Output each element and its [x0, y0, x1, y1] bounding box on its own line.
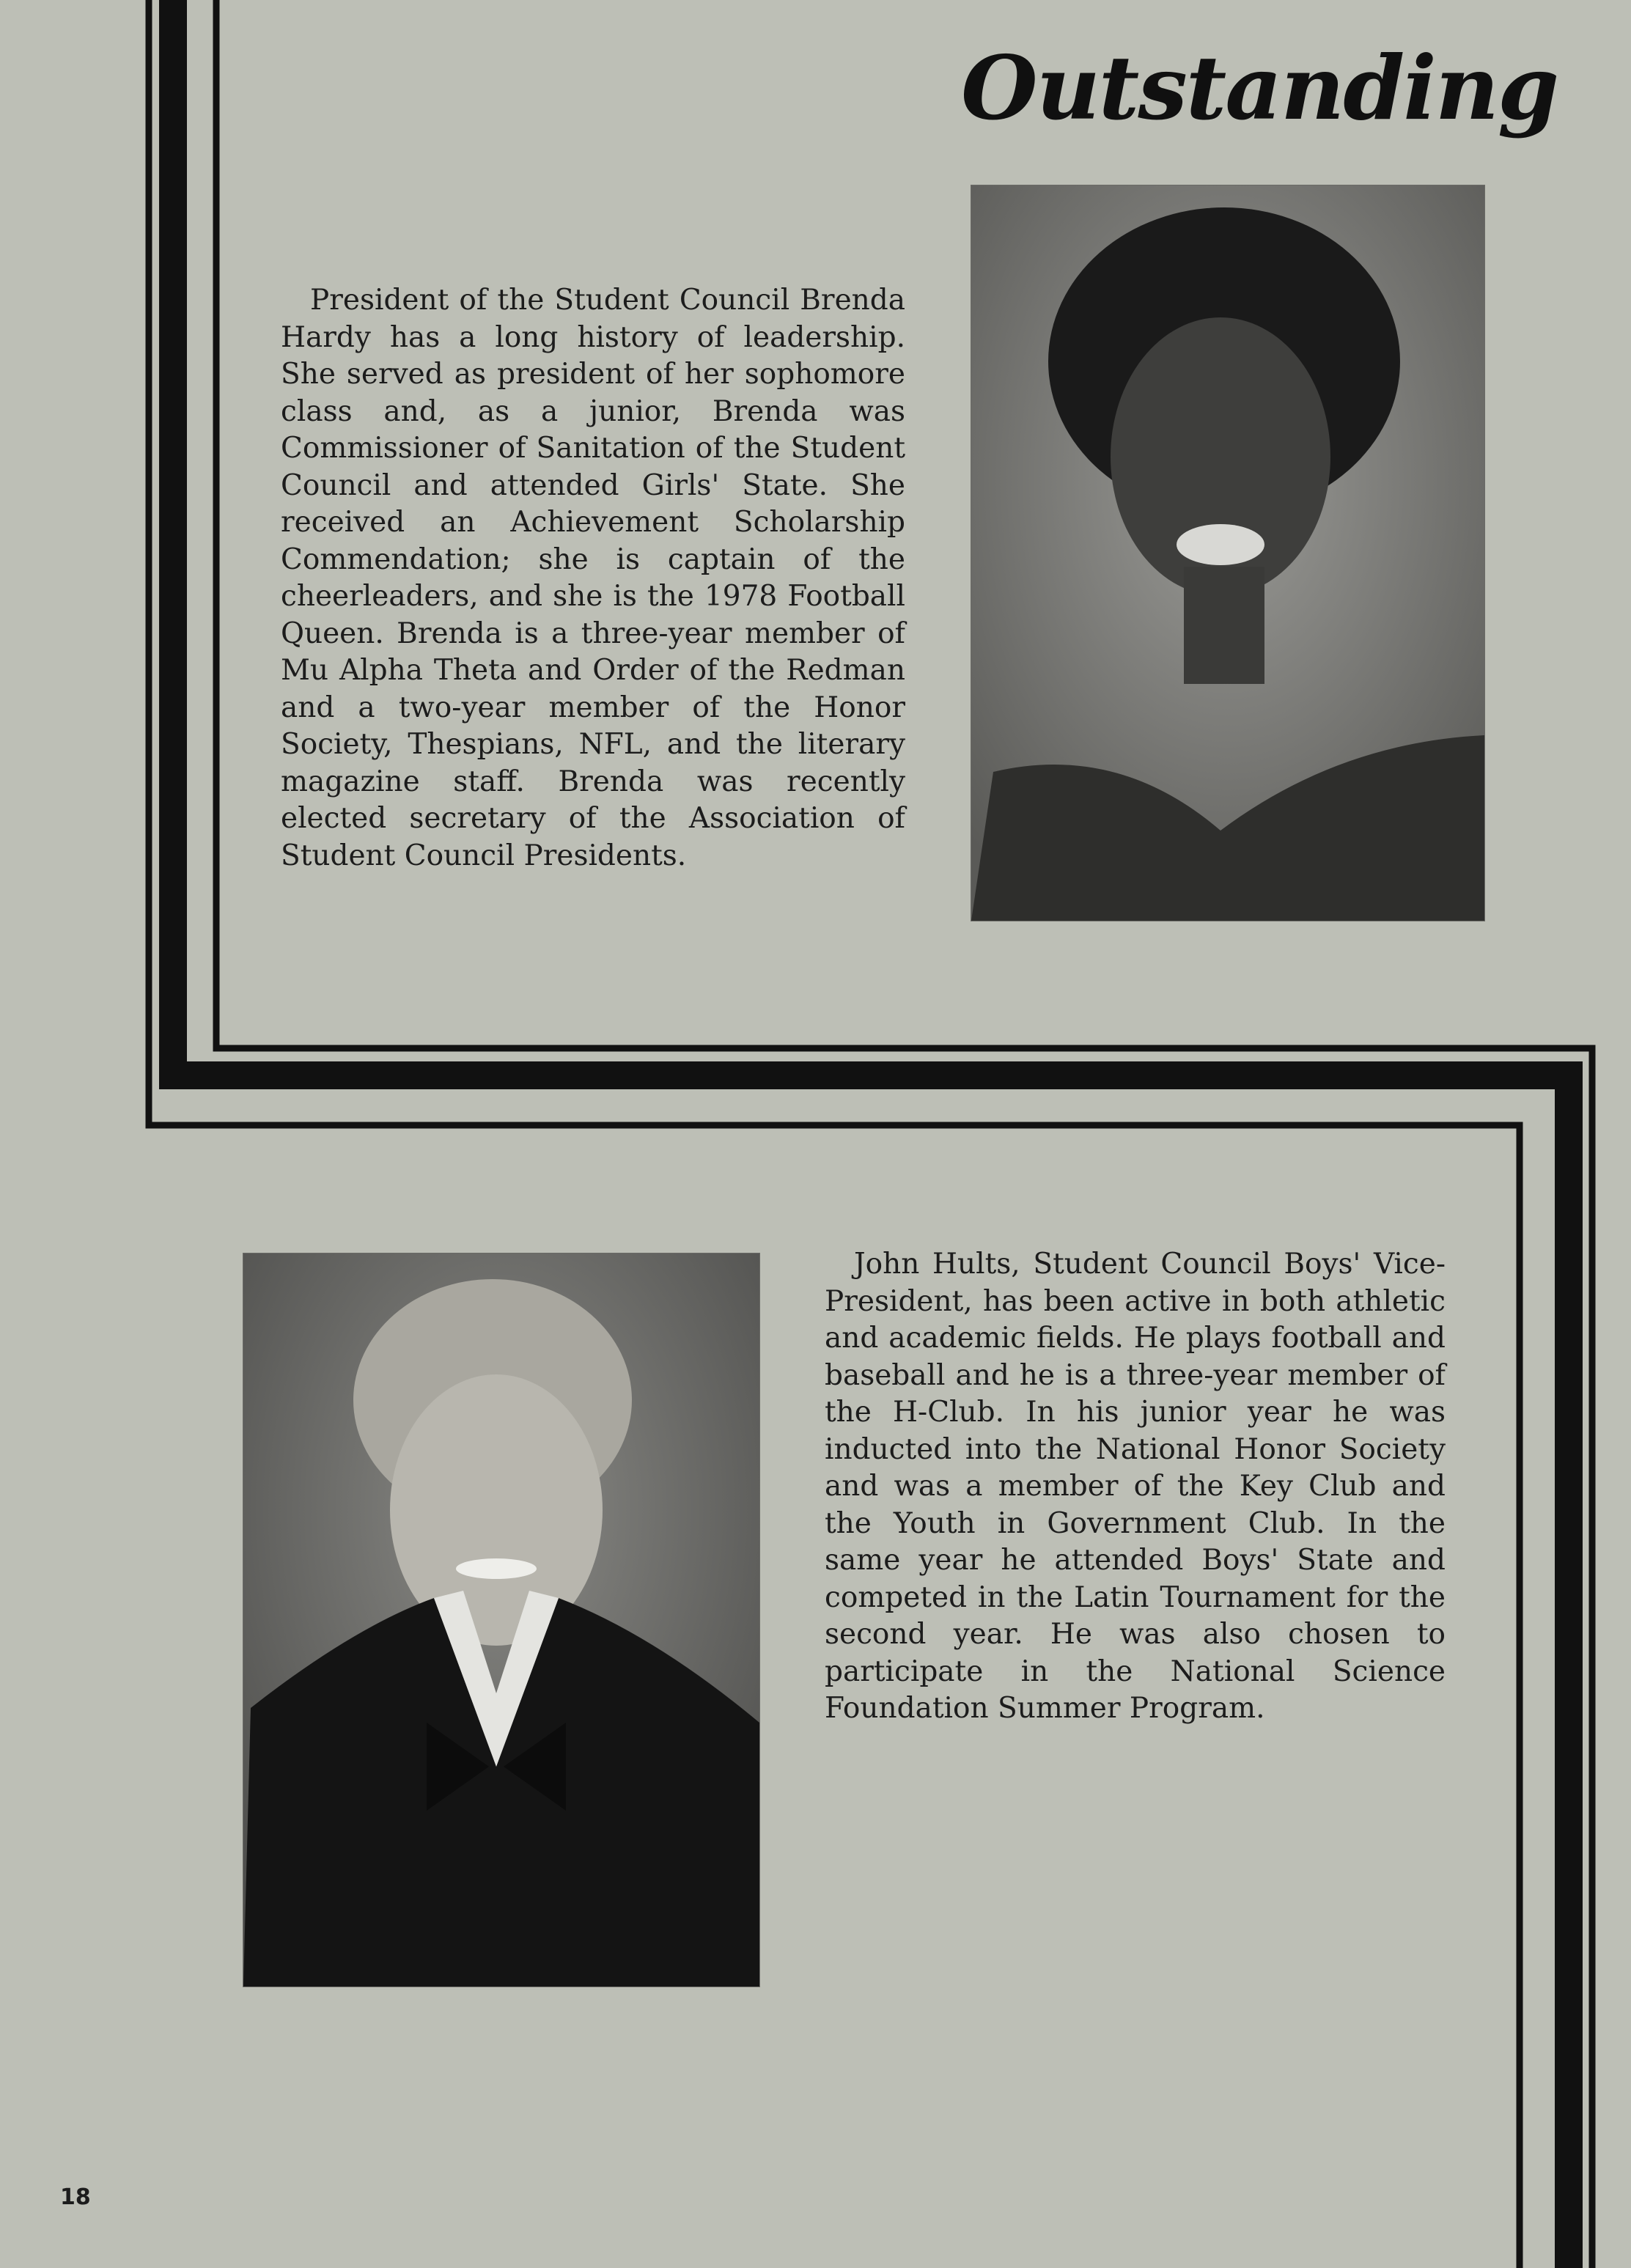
portrait-photo-brenda: [971, 185, 1484, 921]
portrait-photo-john: [243, 1253, 759, 1987]
page-number: 18: [60, 2184, 91, 2210]
page-heading: Outstanding: [961, 37, 1558, 140]
bio-text-brenda: President of the Student Council Brenda Hardy has a long history of leadership. She served as president of her sophomore class and, as a junior, Brenda was Commissioner of Sanitation of the Student Council and attended Girls' State. She received an Achievement Scholarship Commendation; she is captain of the cheerleaders, and she is the 1978 Football Queen. Brenda is a three-year member of Mu Alpha Theta and Order of the Redman and a two-year member of the Honor Society, Thespians, NFL, and the literary magazine staff. Brenda was recently elected secretary of the Association of Student Council Presidents.: [281, 284, 905, 872]
bio-text-john: John Hults, Student Council Boys' Vice-President, has been active in both athletic and academic fields. He plays football and baseball and he is a three-year member of the H-Club. In his junior year he was inducted into the National Honor Society and was a member of the Key Club and the Youth in Government Club. In the same year he attended Boys' State and competed in the Latin Tournament for the second year. He was also chosen to participate in the National Science Foundation Summer Program.: [825, 1248, 1446, 1725]
